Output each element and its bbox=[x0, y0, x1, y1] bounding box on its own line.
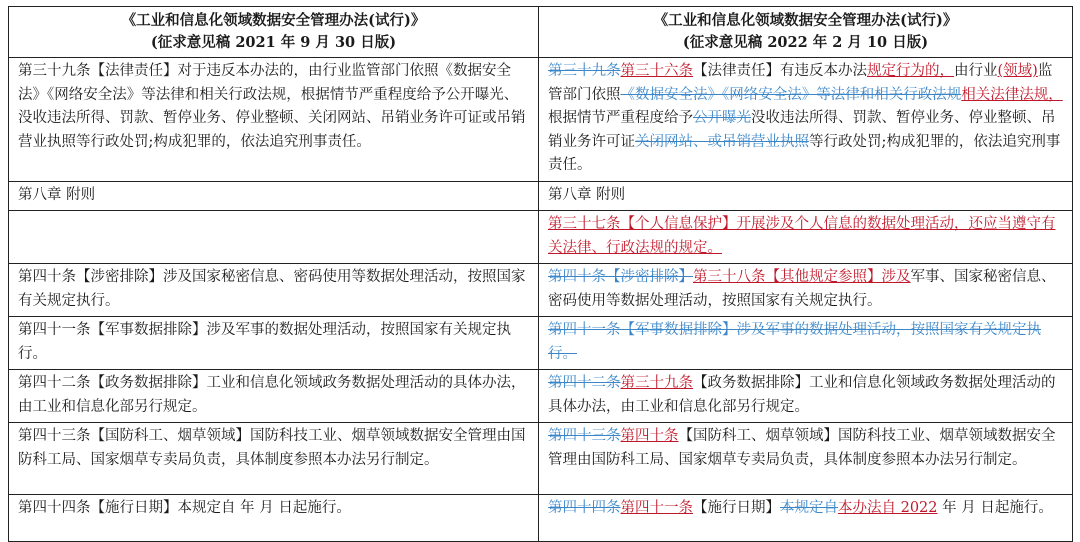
new-article-cell bbox=[539, 211, 1073, 264]
inserted-text: 涉及 bbox=[881, 269, 911, 285]
deleted-text: 本规定自 bbox=[780, 500, 838, 516]
inserted-text: 第四十一条 bbox=[620, 500, 693, 516]
comparison-table bbox=[8, 6, 1073, 542]
table-row bbox=[9, 264, 1073, 317]
new-article-cell bbox=[539, 264, 1073, 317]
inserted-text: 第三十六条 bbox=[620, 63, 693, 79]
table-row bbox=[9, 211, 1073, 264]
unchanged-text: 军事、国家秘密信息、密码使用等数据处理活动，按照国家有关规定执行。 bbox=[548, 269, 1056, 309]
right-header bbox=[539, 7, 1073, 58]
deleted-text: 《数据安全法》《网络安全法》等法律和相关行政法规 bbox=[620, 86, 962, 103]
unchanged-text: 【施行日期】 bbox=[693, 500, 780, 516]
inserted-text: 第三十九条 bbox=[620, 375, 693, 391]
new-article-cell bbox=[539, 58, 1073, 182]
old-article-cell: 第三十九条【法律责任】对于违反本办法的，由行业监管部门依照《数据安全法》《网络安全法》等法律和相关行政法规，根据情节严重程度给予公开曝光、没收违法所得、罚款、暂停业务、停业整顿、关闭网站、吊销业务许可证或吊销营业执照等行政处罚;构成犯罪的，依法追究刑事责任。 bbox=[9, 58, 539, 182]
left-subtitle: (征求意见稿 2021 年 9 月 30 日版) bbox=[150, 34, 397, 51]
table-row bbox=[9, 495, 1073, 542]
new-article-cell bbox=[539, 495, 1073, 542]
old-article-cell: 第四十三条【国防科工、烟草领域】国防科技工业、烟草领域数据安全管理由国防科工局、国家烟草专卖局负责，具体制度参照本办法另行制定。 bbox=[9, 423, 539, 495]
deleted-text: 第三十九条 bbox=[548, 63, 621, 79]
old-article-cell: 第四十条【涉密排除】涉及国家秘密信息、密码使用等数据处理活动，按照国家有关规定执行。 bbox=[9, 264, 539, 317]
inserted-text: 规定行为的， bbox=[867, 63, 954, 79]
header-row bbox=[9, 7, 1073, 58]
inserted-text: 第四十条 bbox=[620, 428, 679, 444]
new-article-cell bbox=[539, 181, 1073, 211]
unchanged-text: 由行业 bbox=[954, 63, 998, 79]
inserted-text: 第三十八条【其他规定参照】 bbox=[693, 269, 882, 285]
table-row bbox=[9, 370, 1073, 423]
deleted-text: 第四十二条 bbox=[548, 375, 621, 391]
inserted-text: 相关法律法规， bbox=[961, 86, 1063, 103]
left-title: 《工业和信息化领域数据安全管理办法(试行)》 bbox=[121, 12, 426, 29]
unchanged-text: 【国防科工、烟草领域】国防科技工业、烟草领域数据安全管理由国防科工局、国家烟草专卖局负责，具体制度参照本办法另行制定。 bbox=[548, 428, 1056, 468]
unchanged-text: 【法律责任】有违反本办法 bbox=[693, 63, 867, 79]
unchanged-text: 【政务数据排除】工业和信息化领域政务数据处理活动的具体办法，由工业和信息化部另行规定。 bbox=[548, 375, 1056, 415]
old-article-cell: 第八章 附则 bbox=[9, 181, 539, 211]
deleted-text: 第四十四条 bbox=[548, 500, 621, 516]
table-row bbox=[9, 181, 1073, 211]
deleted-text: 第四十一条【军事数据排除】涉及军事的数据处理活动，按照国家有关规定执行。 bbox=[548, 322, 1041, 362]
unchanged-text: 监管部门依照 bbox=[548, 63, 1053, 103]
new-article-cell bbox=[539, 317, 1073, 370]
unchanged-text: 等行政处罚;构成犯罪的，依法追究刑事责任。 bbox=[548, 133, 1061, 173]
table-row bbox=[9, 423, 1073, 495]
unchanged-text: 第八章 附则 bbox=[548, 186, 626, 203]
right-title: 《工业和信息化领域数据安全管理办法(试行)》 bbox=[653, 12, 958, 29]
old-article-cell: 第四十一条【军事数据排除】涉及军事的数据处理活动，按照国家有关规定执行。 bbox=[9, 317, 539, 370]
inserted-text: (领域) bbox=[997, 63, 1038, 79]
deleted-text: 第四十三条 bbox=[548, 428, 621, 444]
left-header bbox=[9, 7, 539, 58]
deleted-text: 公开曝光 bbox=[693, 110, 751, 126]
old-article-cell bbox=[9, 211, 539, 264]
new-article-cell bbox=[539, 423, 1073, 495]
table-row bbox=[9, 317, 1073, 370]
new-article-cell bbox=[539, 370, 1073, 423]
unchanged-text: 没收违法所得、罚款、暂停业务、停业整顿、吊销业务许可证 bbox=[548, 110, 1056, 150]
deleted-text: 第四十条【涉密排除】 bbox=[548, 269, 693, 285]
table-row bbox=[9, 58, 1073, 182]
unchanged-text: 根据情节严重程度给予 bbox=[548, 110, 693, 126]
inserted-text: 本办法自 2022 bbox=[838, 500, 938, 516]
old-article-cell: 第四十四条【施行日期】本规定自 年 月 日起施行。 bbox=[9, 495, 539, 542]
right-subtitle: (征求意见稿 2022 年 2 月 10 日版) bbox=[682, 34, 929, 51]
old-article-cell: 第四十二条【政务数据排除】工业和信息化领域政务数据处理活动的具体办法，由工业和信息化部另行规定。 bbox=[9, 370, 539, 423]
inserted-text: 第三十七条【个人信息保护】开展涉及个人信息的数据处理活动，还应当遵守有关法律、行政法规的规定。 bbox=[548, 216, 1056, 256]
unchanged-text: 年 月 日起施行。 bbox=[937, 500, 1053, 516]
deleted-text: 关闭网站、或吊销营业执照 bbox=[635, 133, 809, 150]
